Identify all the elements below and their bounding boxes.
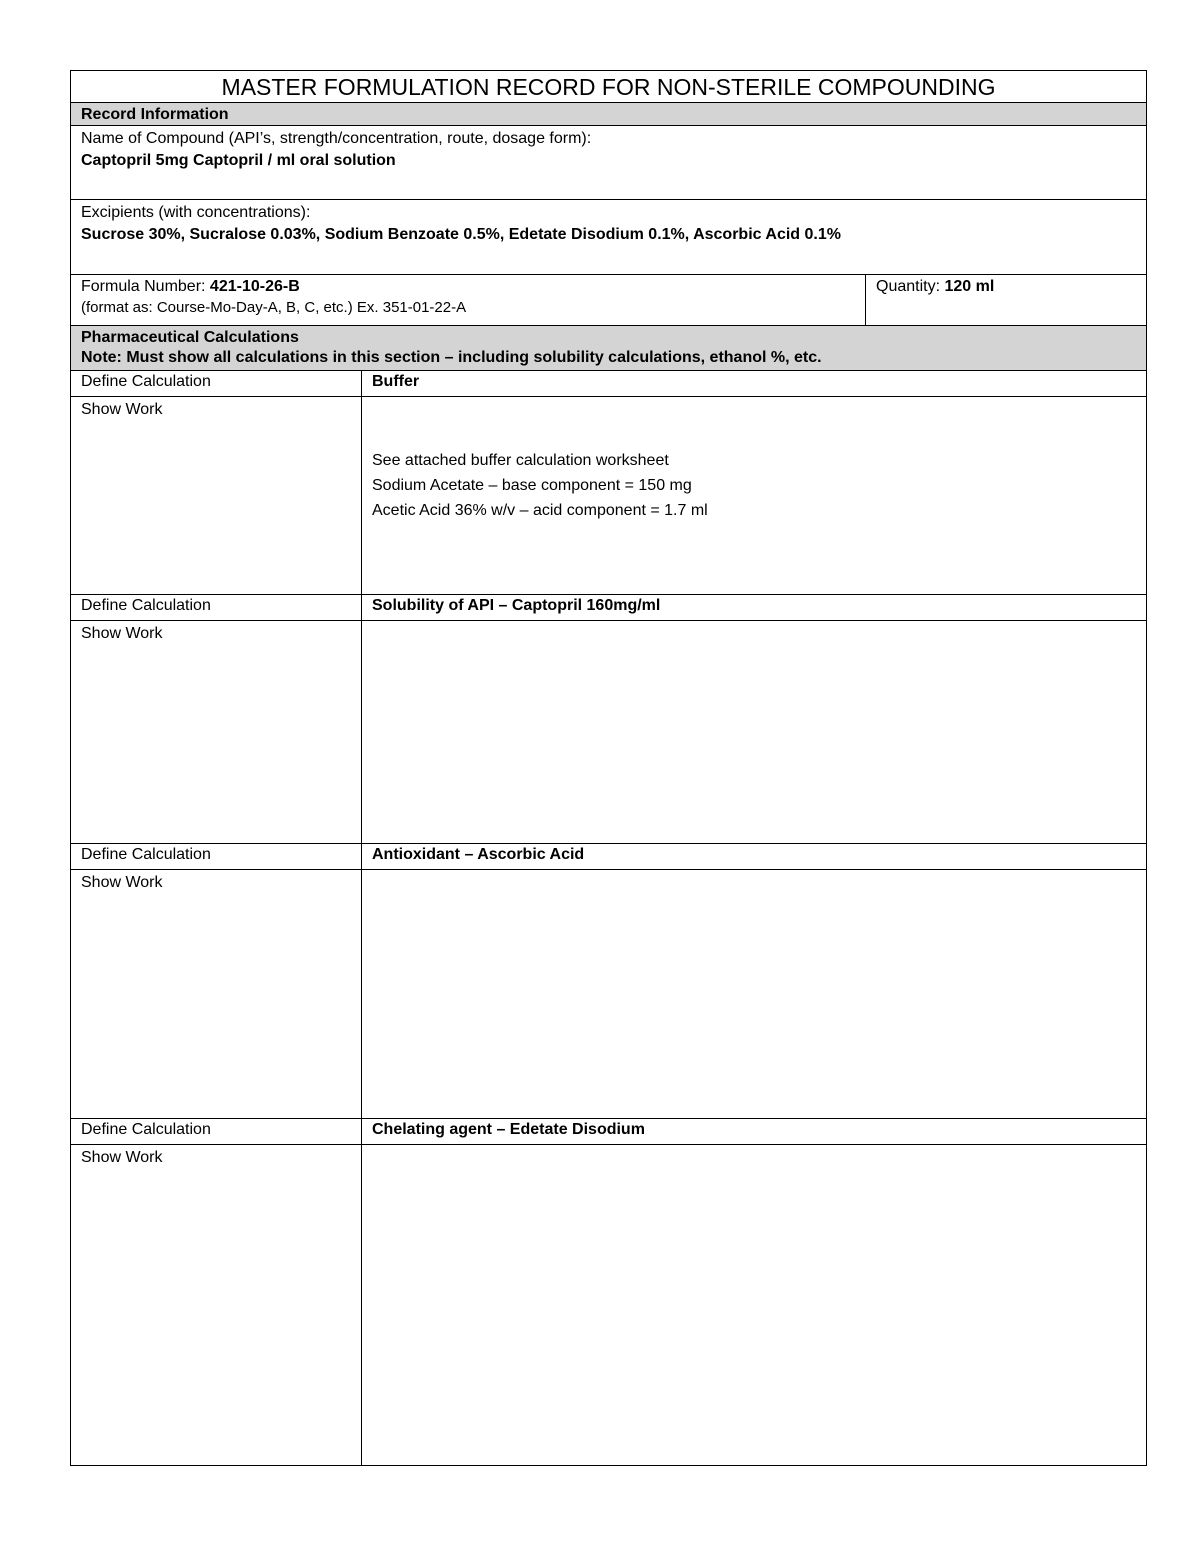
excipients-value: Sucrose 30%, Sucralose 0.03%, Sodium Benzoate 0.5%, Edetate Disodium 0.1%, Ascorbic Acid 0.1% [81, 226, 841, 243]
work-line: Acetic Acid 36% w/v – acid component = 1.7 ml [372, 502, 708, 519]
calc-define-row [71, 844, 1146, 870]
formula-number-label: Formula Number: [81, 278, 210, 295]
define-calculation-label: Define Calculation [71, 1119, 362, 1144]
calc-name-antioxidant[interactable]: Antioxidant – Ascorbic Acid [372, 846, 585, 863]
calc-name-chelating[interactable]: Chelating agent – Edetate Disodium [372, 1121, 645, 1138]
calc-work-row [71, 397, 1146, 595]
work-area-buffer[interactable] [362, 397, 1146, 594]
quantity-value: 120 ml [944, 278, 995, 295]
work-line: Sodium Acetate – base component = 150 mg [372, 477, 692, 494]
show-work-label: Show Work [71, 397, 362, 594]
form-title: MASTER FORMULATION RECORD FOR NON-STERILE COMPOUNDING [71, 71, 1146, 103]
calculations-note: Note: Must show all calculations in this section – including solubility calculations, ethanol %, etc. [81, 349, 822, 366]
calc-define-row [71, 1119, 1146, 1145]
define-calculation-label: Define Calculation [71, 844, 362, 869]
calc-define-row [71, 595, 1146, 621]
quantity-field[interactable] [866, 275, 1146, 325]
formula-number-field[interactable] [71, 275, 866, 325]
compound-name-label: Name of Compound (API’s, strength/concentration, route, dosage form): [81, 130, 592, 147]
compound-name-value: Captopril 5mg Captopril / ml oral solution [81, 152, 396, 169]
calc-define-row [71, 371, 1146, 397]
quantity-label: Quantity: [876, 278, 945, 295]
formula-quantity-row [71, 275, 1146, 326]
show-work-label: Show Work [71, 1145, 362, 1465]
work-area-chelating[interactable] [362, 1145, 1146, 1465]
calc-work-row [71, 621, 1146, 844]
work-area-antioxidant[interactable] [362, 870, 1146, 1118]
calc-work-row [71, 1145, 1146, 1465]
calc-name-buffer[interactable]: Buffer [372, 373, 420, 390]
work-area-solubility[interactable] [362, 621, 1146, 843]
show-work-label: Show Work [71, 621, 362, 843]
formula-number-value: 421-10-26-B [209, 278, 300, 295]
show-work-label: Show Work [71, 870, 362, 1118]
calculations-heading: Pharmaceutical Calculations [81, 329, 299, 346]
work-line: See attached buffer calculation worksheet [372, 452, 669, 469]
compound-name-field[interactable] [71, 126, 1146, 200]
calc-name-solubility[interactable]: Solubility of API – Captopril 160mg/ml [372, 597, 661, 614]
record-info-heading: Record Information [71, 103, 1146, 126]
define-calculation-label: Define Calculation [71, 595, 362, 620]
excipients-label: Excipients (with concentrations): [81, 204, 311, 221]
formula-format-hint: (format as: Course-Mo-Day-A, B, C, etc.) Ex. 351-01-22-A [81, 299, 467, 316]
calculations-heading-block [71, 326, 1146, 371]
define-calculation-label: Define Calculation [71, 371, 362, 396]
master-formulation-form [70, 70, 1147, 1466]
excipients-field[interactable] [71, 200, 1146, 275]
calc-work-row [71, 870, 1146, 1119]
